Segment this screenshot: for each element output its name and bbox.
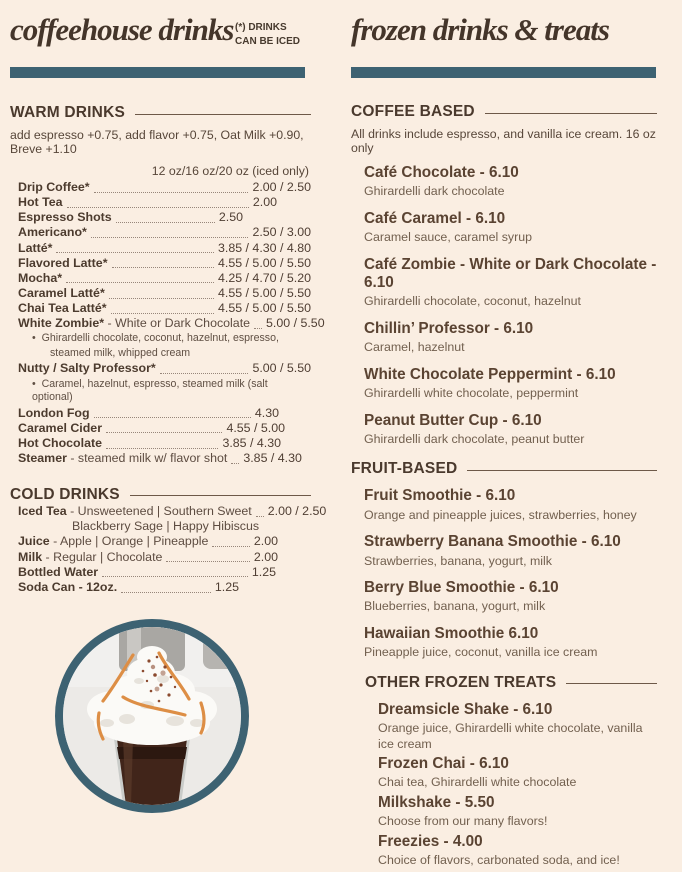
- dot-leader: [254, 328, 262, 329]
- left-divider-bar: [10, 67, 305, 78]
- section-items: [351, 487, 657, 660]
- dot-leader: [256, 516, 264, 517]
- item-name: Frozen Chai - 6.10: [378, 755, 509, 773]
- item-bullet: steamed milk, whipped cream: [50, 347, 191, 360]
- item-bullet: • Caramel, hazelnut, espresso, steamed milk (salt optional): [32, 377, 268, 404]
- item-description: Caramel sauce, caramel syrup: [364, 230, 533, 245]
- right-title-row: [351, 10, 657, 64]
- item-name: [18, 535, 208, 549]
- item-name: Dreamsicle Shake - 6.10: [378, 700, 553, 718]
- dot-leader: [111, 313, 214, 314]
- item-price: 2.50 / 3.00: [252, 225, 311, 240]
- section-heading: COFFEE BASED: [351, 103, 475, 120]
- item-bullet: • Ghirardelli chocolate, coconut, hazelnut, espresso,: [32, 332, 279, 345]
- menu-item-row: [10, 551, 311, 565]
- item-name: White Chocolate Peppermint - 6.10: [364, 365, 616, 383]
- dot-leader: [106, 448, 218, 449]
- item-name-bold: Iced Tea: [18, 504, 67, 519]
- dot-leader: [121, 592, 211, 593]
- item-name-bold: Caramel Cider: [18, 420, 103, 435]
- menu-item-row: [10, 535, 311, 549]
- item-name: [18, 505, 252, 519]
- item-description: Ghirardelli dark chocolate, peanut butter: [364, 431, 585, 446]
- item-price: 2.00 / 2.50: [267, 504, 327, 519]
- menu-item-row: [10, 581, 311, 595]
- item-description: Caramel, hazelnut: [364, 340, 465, 355]
- item-description: Pineapple juice, coconut, vanilla ice cream: [364, 645, 598, 660]
- item-name: Freezies - 4.00: [378, 832, 483, 850]
- right-sections: [351, 103, 657, 869]
- item-description: Choose from our many flavors!: [378, 814, 548, 829]
- menu-section: [351, 460, 657, 660]
- section-heading: OTHER FROZEN TREATS: [365, 673, 557, 691]
- item-description: Blueberries, banana, yogurt, milk: [364, 599, 546, 614]
- item-name-bold: Americano*: [18, 225, 87, 240]
- item-description: Ghirardelli dark chocolate: [364, 184, 505, 199]
- section-note: All drinks include espresso, and vanilla ice cream. 16 oz only: [351, 127, 656, 155]
- menu-item: [364, 164, 657, 200]
- item-name: Café Chocolate - 6.10: [364, 164, 519, 181]
- left-column-title: coffeehouse drinks: [10, 12, 234, 47]
- item-price: 2.00 / 2.50: [252, 180, 311, 194]
- item-description: Orange juice, Ghirardelli white chocolate, vanilla ice cream: [378, 721, 643, 751]
- left-title-row: [10, 10, 311, 64]
- item-name: [18, 302, 107, 316]
- menu-item: [364, 366, 657, 402]
- menu-item-row: [10, 437, 311, 451]
- item-price: 3.85 / 4.30: [243, 451, 302, 466]
- menu-item: [364, 487, 657, 523]
- item-name: Café Caramel - 6.10: [364, 209, 506, 227]
- item-name: [18, 422, 102, 436]
- item-name-bold: Chai Tea Latté*: [18, 301, 107, 316]
- item-name-suffix: - Regular | Chocolate: [42, 549, 163, 564]
- menu-item-row: [10, 211, 311, 225]
- item-name: Café Zombie - White or Dark Chocolate - 6.10: [364, 255, 657, 292]
- item-name: [18, 452, 227, 466]
- item-price: 3.85 / 4.30: [222, 435, 281, 450]
- menu-item-row: [10, 242, 311, 256]
- dot-leader: [112, 267, 214, 268]
- menu-item-row: [10, 422, 311, 436]
- item-name-bold: Milk: [18, 549, 43, 564]
- section-header: [10, 486, 311, 504]
- item-name-bold: Soda Can - 12oz.: [18, 579, 118, 594]
- menu-section: [10, 104, 325, 466]
- left-sections: [10, 104, 327, 595]
- menu-item: [378, 833, 657, 869]
- item-name: [18, 437, 102, 451]
- section-header: [351, 460, 657, 478]
- item-name: [18, 581, 117, 595]
- menu-item: [364, 412, 657, 448]
- menu-item-row: [10, 287, 311, 301]
- item-name: Hawaiian Smoothie 6.10: [364, 624, 539, 642]
- menu-item-row: [10, 566, 311, 580]
- item-name-suffix: - White or Dark Chocolate: [104, 316, 251, 331]
- item-description: Chai tea, Ghirardelli white chocolate: [378, 775, 577, 790]
- right-column-title: frozen drinks & treats: [351, 12, 609, 47]
- menu-item: [364, 256, 657, 310]
- item-price: 2.00: [253, 534, 278, 549]
- item-name: [18, 181, 90, 195]
- item-name: [18, 257, 108, 271]
- right-column: [351, 10, 657, 872]
- menu-item: [378, 755, 657, 791]
- dot-leader: [94, 192, 249, 193]
- item-price: 1.25: [251, 564, 276, 579]
- item-name: [18, 551, 162, 565]
- item-name-bold: Flavored Latte*: [18, 255, 108, 270]
- menu-section: [351, 674, 657, 869]
- item-name-bold: Caramel Latté*: [18, 285, 105, 300]
- item-name-bold: London Fog: [18, 405, 90, 420]
- item-name-bold: White Zombie*: [18, 316, 105, 331]
- item-price: 4.55 / 5.00 / 5.50: [217, 255, 311, 270]
- menu-item-row: [10, 302, 311, 316]
- right-divider-bar: [351, 67, 656, 78]
- menu-item: [378, 701, 657, 752]
- dot-leader: [56, 252, 214, 253]
- item-name: Milkshake - 5.50: [378, 793, 495, 811]
- menu-item: [364, 210, 657, 246]
- dot-leader: [94, 417, 251, 418]
- menu-item-row: [10, 272, 311, 286]
- menu-item-row: [10, 196, 311, 210]
- dot-leader: [166, 561, 249, 562]
- item-description: Orange and pineapple juices, strawberries, honey: [364, 507, 637, 522]
- dot-leader: [160, 373, 249, 374]
- menu-item-row: [10, 257, 311, 271]
- section-items: [365, 701, 657, 869]
- section-header: [365, 674, 657, 692]
- menu-item: [364, 579, 657, 615]
- dot-leader: [91, 237, 249, 238]
- drink-photo-illustration: [63, 627, 241, 805]
- item-price: 2.00: [252, 195, 277, 210]
- dot-leader: [109, 298, 214, 299]
- menu-section: [351, 103, 657, 447]
- dot-leader: [106, 432, 222, 433]
- item-name: Fruit Smoothie - 6.10: [364, 487, 516, 505]
- item-description: Ghirardelli white chocolate, peppermint: [364, 386, 579, 401]
- item-name: [18, 226, 87, 240]
- item-name-bold: Steamer: [18, 451, 67, 466]
- dot-leader: [66, 282, 214, 283]
- item-price: 2.50: [218, 210, 243, 225]
- item-name-suffix: - Unsweetened | Southern Sweet: [66, 504, 252, 519]
- item-description: Strawberries, banana, yogurt, milk: [364, 553, 553, 568]
- item-name: Berry Blue Smoothie - 6.10: [364, 579, 559, 597]
- item-price: 4.30: [254, 405, 279, 420]
- section-header: [10, 104, 311, 122]
- dot-leader: [102, 576, 248, 577]
- menu-item-row: [10, 407, 311, 421]
- section-heading: WARM DRINKS: [10, 104, 125, 121]
- menu-item-row: [10, 181, 311, 195]
- menu-item: [364, 320, 657, 356]
- item-name-bold: Hot Chocolate: [18, 435, 102, 450]
- item-price: 5.00 / 5.50: [252, 361, 311, 376]
- item-name: [18, 566, 98, 580]
- menu-item-row: [10, 316, 325, 331]
- item-price: 4.55 / 5.00: [226, 420, 285, 435]
- item-price: 5.00 / 5.50: [266, 316, 325, 331]
- item-name: [18, 272, 62, 286]
- iced-note: [235, 21, 311, 48]
- item-name-bold: Mocha*: [18, 270, 63, 285]
- item-name-suffix: - steamed milk w/ flavor shot: [66, 451, 228, 466]
- section-items: [351, 164, 657, 447]
- item-price: 4.25 / 4.70 / 5.20: [217, 270, 311, 285]
- item-name: Peanut Butter Cup - 6.10: [364, 411, 542, 429]
- dot-leader: [116, 222, 215, 223]
- dot-leader: [212, 546, 250, 547]
- section-heading: COLD DRINKS: [10, 485, 120, 503]
- section-rule: [485, 113, 657, 114]
- item-name: Chillin’ Professor - 6.10: [364, 319, 534, 337]
- item-extra-line: Blackberry Sage | Happy Hibiscus: [72, 519, 260, 534]
- menu-item-row: [10, 504, 327, 519]
- item-name: [18, 362, 156, 376]
- item-description: Ghirardelli chocolate, coconut, hazelnut: [364, 294, 581, 309]
- sizes-note: 12 oz/16 oz/20 oz (iced only): [151, 164, 309, 178]
- dot-leader: [231, 463, 239, 464]
- item-name: [18, 196, 63, 210]
- item-name-suffix: - Apple | Orange | Pineapple: [49, 534, 209, 549]
- item-name: [18, 287, 105, 301]
- menu-item: [364, 533, 657, 569]
- item-price: 2.00: [253, 549, 278, 564]
- menu-section: [10, 485, 327, 595]
- item-name-bold: Nutty / Salty Professor*: [18, 361, 156, 376]
- section-note: add espresso +0.75, add flavor +0.75, Oat Milk +0.90, Breve +1.10: [10, 128, 304, 156]
- dot-leader: [67, 207, 249, 208]
- item-name-bold: Latté*: [18, 240, 53, 255]
- section-header: [351, 103, 657, 121]
- item-price: 1.25: [214, 579, 239, 594]
- item-price: 3.85 / 4.30 / 4.80: [217, 240, 311, 255]
- item-name-bold: Drip Coffee*: [18, 180, 90, 194]
- menu-item: [364, 625, 657, 661]
- iced-note-line1: (*) DRINKS: [235, 22, 287, 33]
- item-price: 4.55 / 5.00 / 5.50: [217, 285, 311, 300]
- menu-item-row: [10, 452, 311, 466]
- item-name: [18, 407, 90, 421]
- section-rule: [566, 683, 657, 684]
- item-name: [18, 211, 112, 225]
- item-name: [18, 242, 52, 256]
- left-column: [10, 10, 327, 596]
- menu-item-row: [10, 362, 311, 376]
- item-name-bold: Espresso Shots: [18, 210, 112, 225]
- section-rule: [467, 470, 657, 471]
- iced-note-line2: CAN BE ICED: [235, 35, 301, 47]
- section-rule: [130, 495, 311, 496]
- drink-photo: [55, 619, 249, 813]
- item-description: Choice of flavors, carbonated soda, and ice!: [378, 853, 620, 868]
- item-name-bold: Bottled Water: [18, 564, 99, 579]
- item-name: Strawberry Banana Smoothie - 6.10: [364, 533, 621, 551]
- section-rule: [135, 114, 311, 115]
- item-price: 4.55 / 5.00 / 5.50: [217, 301, 311, 316]
- item-name-bold: Hot Tea: [18, 195, 63, 210]
- menu-item-row: [10, 226, 311, 240]
- item-name-bold: Juice: [18, 534, 50, 549]
- section-heading: FRUIT-BASED: [351, 460, 458, 478]
- menu-item: [378, 794, 657, 830]
- item-name: [18, 317, 250, 331]
